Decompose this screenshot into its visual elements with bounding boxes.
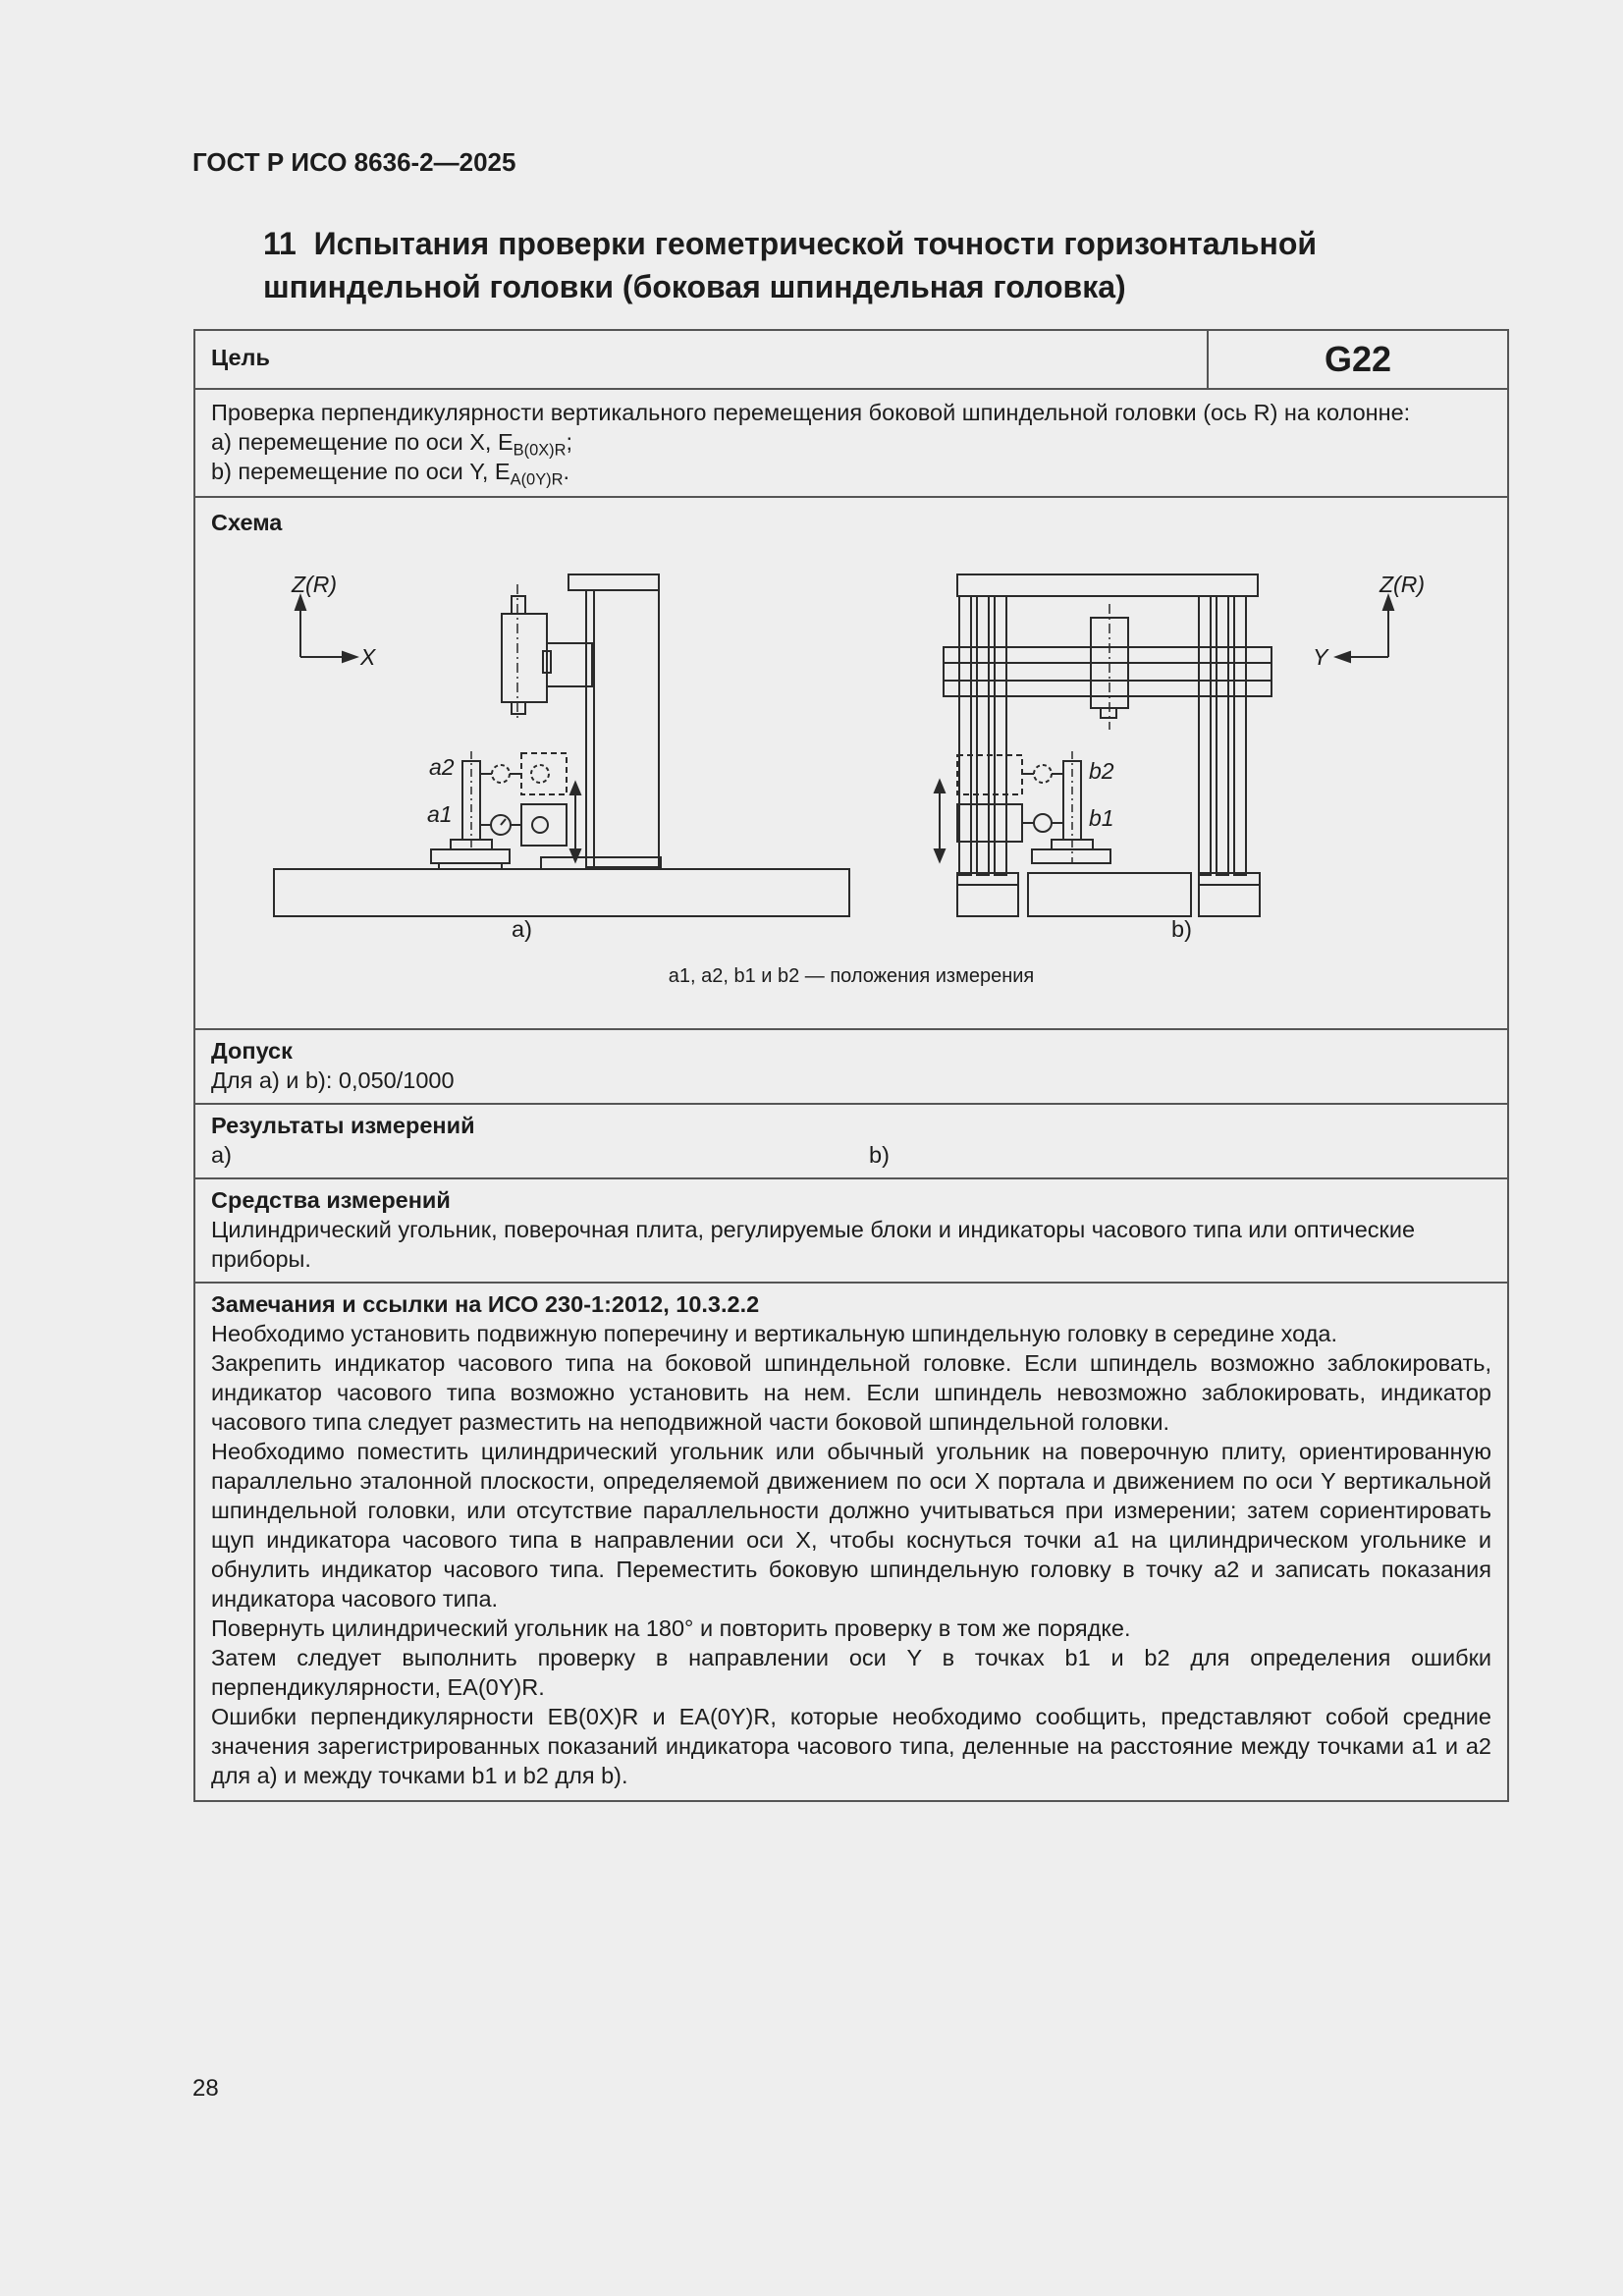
instruments-label: Средства измерений	[211, 1187, 451, 1213]
instruments-text: Цилиндрический угольник, поверочная плита, регулируемые блоки и индикаторы часового типа или оптические приборы.	[211, 1217, 1416, 1272]
point-b2-label: b2	[1089, 758, 1114, 784]
test-code: G22	[1207, 331, 1507, 388]
point-b1-label: b1	[1089, 805, 1114, 831]
axis-y-label: Y	[1313, 644, 1328, 670]
goal-item-b: b) перемещение по оси Y, $E_{A(0Y)R}$.	[211, 459, 570, 489]
goal-description	[195, 388, 1507, 496]
schema-label: Схема	[211, 510, 283, 535]
test-sheet-table	[193, 329, 1509, 1802]
result-b-field: b)	[869, 1142, 890, 1168]
axis-z-right-label: Z(R)	[1380, 572, 1425, 597]
instruments-section	[195, 1177, 1507, 1282]
axis-z-left-label: Z(R)	[292, 572, 337, 597]
schema-legend: a1, a2, b1 и b2 — положения измерения	[668, 965, 1035, 987]
point-a2-label: a2	[429, 754, 455, 780]
axis-x-label: X	[360, 644, 376, 670]
notes-paragraph-5: Затем следует выполнить проверку в направлении оси Y в точках b1 и b2 для определения ошибки перпендикулярности, EA(0Y)R.	[211, 1645, 1491, 1700]
section-title-text: Испытания проверки геометрической точности горизонтальной шпиндельной головки (боковая шпиндельная головка)	[263, 226, 1318, 304]
goal-header-row	[195, 331, 1507, 388]
point-a1-label: a1	[427, 801, 453, 827]
tolerance-section	[195, 1028, 1507, 1103]
tolerance-value: Для a) и b): 0,050/1000	[211, 1067, 455, 1093]
results-section	[195, 1103, 1507, 1177]
diagram-b	[935, 574, 1393, 916]
caption-b: b)	[1171, 916, 1192, 942]
section-number: 11	[263, 226, 297, 261]
document-header: ГОСТ Р ИСО 8636-2—2025	[192, 147, 516, 177]
results-label: Результаты измерений	[211, 1113, 475, 1138]
notes-label: Замечания и ссылки на ИСО 230-1:2012, 10.3.2.2	[211, 1291, 760, 1317]
page-number: 28	[192, 2075, 219, 2102]
caption-a: a)	[512, 916, 532, 942]
notes-paragraph-4: Повернуть цилиндрический угольник на 180° и повторить проверку в том же порядке.	[211, 1615, 1131, 1641]
section-title	[263, 222, 1461, 308]
notes-paragraph-6: Ошибки перпендикулярности EB(0X)R и EA(0Y)R, которые необходимо сообщить, представляют собой средние значения зарегистрированных показаний индикатора часового типа, деленные на расстояние между точками a1 и a2 для a) и между точками b1 и b2 для b).	[211, 1704, 1491, 1788]
notes-paragraph-1: Необходимо установить подвижную поперечину и вертикальную шпиндельную головку в середине хода.	[211, 1321, 1338, 1346]
result-a-field: a)	[211, 1142, 232, 1168]
goal-text: Проверка перпендикулярности вертикального перемещения боковой шпиндельной головки (ось R) на колонне:	[211, 400, 1411, 425]
goal-item-a: a) перемещение по оси X, $E_{B(0X)R}$;	[211, 429, 573, 460]
diagram-a	[274, 574, 849, 916]
goal-label: Цель	[211, 345, 270, 370]
schema-diagram	[195, 498, 1507, 1028]
schema-section	[195, 496, 1507, 1028]
tolerance-label: Допуск	[211, 1038, 293, 1064]
notes-paragraph-3: Необходимо поместить цилиндрический угольник или обычный угольник на поверочную плиту, ориентированную параллельно эталонной плоскости, определяемой движением по оси X портала и движением по оси Y вертикальной шпиндельной головки, или отсутствие параллельности должно учитываться при измерении; затем сориентировать щуп индикатора часового типа в направлении оси X, чтобы коснуться точки a1 на цилиндрическом угольнике и обнулить индикатор часового типа. Переместить боковую шпиндельную головку в точку a2 и записать показания индикатора часового типа.	[211, 1439, 1491, 1612]
notes-paragraph-2: Закрепить индикатор часового типа на боковой шпиндельной головке. Если шпиндель возможно заблокировать, индикатор часового типа возможно установить на нем. Если шпиндель невозможно заблокировать, индикатор часового типа следует разместить на неподвижной части боковой шпиндельной головки.	[211, 1350, 1491, 1435]
notes-section	[195, 1282, 1507, 1800]
